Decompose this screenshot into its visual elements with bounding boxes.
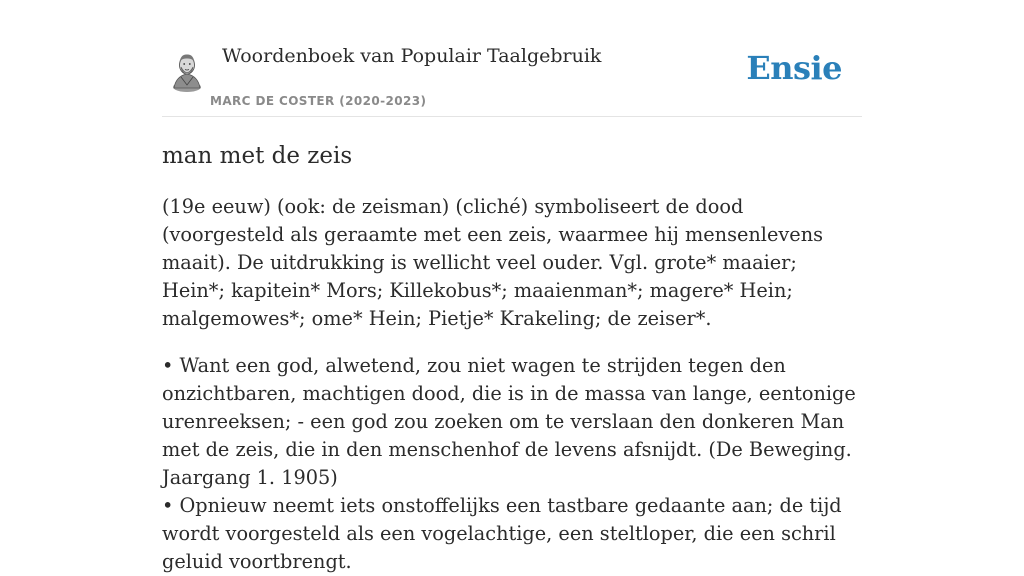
author-name[interactable]: MARC DE COSTER (2020-2023) [210, 94, 427, 108]
header [162, 0, 862, 117]
dictionary-title[interactable]: Woordenboek van Populair Taalgebruik [222, 45, 602, 67]
quote-item: • Opnieuw neemt iets onstoffelijks een tastbare gedaante aan; de tijd wordt voorgesteld als een vogelachtige, een steltloper, die een schril geluid voortbrengt. [162, 494, 842, 573]
quote-item: • Want een god, alwetend, zou niet wagen te strijden tegen den onzichtbaren, machtigen dood, die is in de massa van lange, eentonige urenreeksen; - een god zou zoeken om te verslaan den donkeren Man met de zeis, die in den menschenhof de levens afsnijdt. (De Beweging. Jaargang 1. 1905) [162, 354, 856, 489]
author-portrait-icon [170, 52, 204, 90]
entry-definition: (19e eeuw) (ook: de zeisman) (cliché) symboliseert de dood (voorgesteld als geraamte met een zeis, waarmee hij mensenlevens maait). De uitdrukking is wellicht veel ouder. Vgl. grote* maaier; Hein*; kapitein* Mors; Killekobus*; maaienman*; magere* Hein; malgemowes*; ome* Hein; Pietje* Krakeling; de zeiser*. [162, 195, 824, 330]
page [162, 0, 862, 576]
quote-list [162, 352, 862, 576]
entry-title: man met de zeis [162, 143, 353, 169]
brand-logo[interactable]: Ensie [746, 49, 842, 87]
